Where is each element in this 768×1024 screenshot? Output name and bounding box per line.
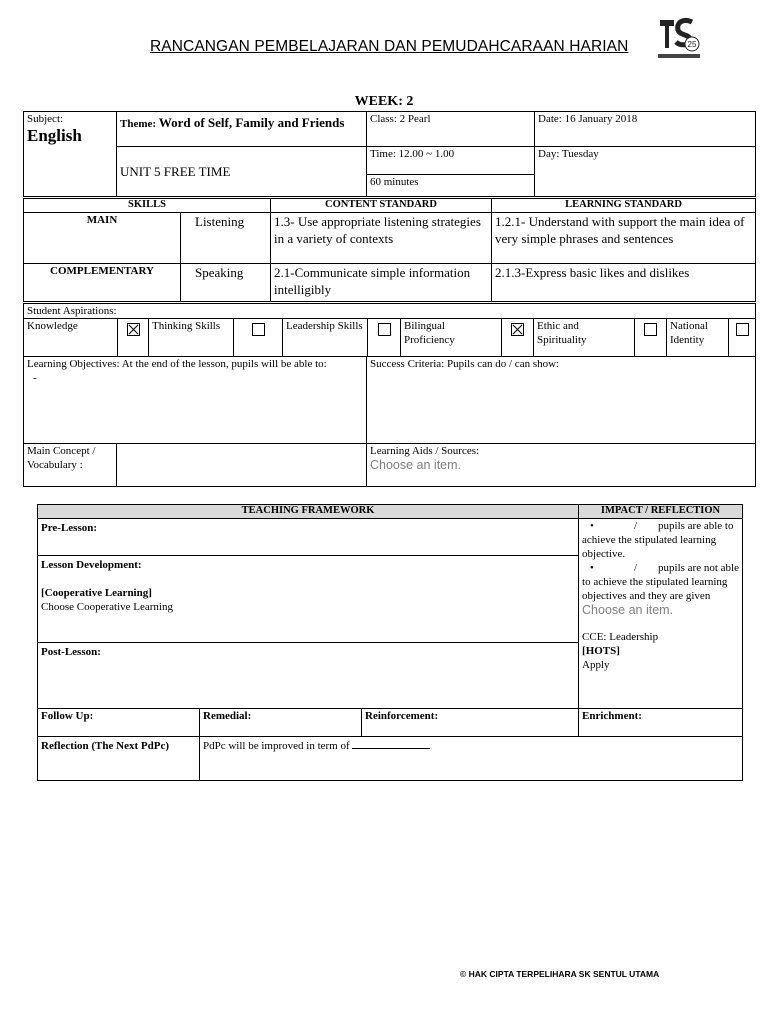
class-cell: Class: 2 Pearl	[367, 112, 535, 147]
theme-value: Word of Self, Family and Friends	[158, 115, 345, 130]
standards-table	[23, 198, 756, 302]
document-title: RANCANGAN PEMBELAJARAN DAN PEMUDAHCARAAN HARIAN	[150, 38, 629, 55]
hots-value: Apply	[582, 659, 610, 671]
aspirations-table	[23, 303, 756, 357]
learning-standard-header: LEARNING STANDARD	[492, 199, 756, 213]
time-cell: Time: 12.00 ~ 1.00	[367, 147, 535, 175]
aspiration-ethic-cell	[635, 319, 667, 357]
skill-main: Listening	[181, 213, 271, 264]
learning-aids-dropdown[interactable]: Choose an item.	[370, 458, 462, 472]
lesson-development-label: Lesson Development:	[41, 559, 142, 571]
main-concept-label: Main Concept / Vocabulary :	[24, 444, 117, 487]
reflection-label: Reflection (The Next PdPc)	[38, 737, 200, 781]
date-cell: Date: 16 January 2018	[535, 112, 756, 147]
unit-cell	[117, 147, 367, 197]
learning-objectives-cell	[24, 357, 367, 444]
impact-achieved: • / pupils are able to achieve the stipulated learning objective.	[582, 520, 734, 560]
cooperative-learning-dropdown[interactable]: Choose Cooperative Learning	[41, 601, 173, 613]
theme-cell	[117, 112, 367, 147]
learning-aids-cell	[367, 444, 756, 487]
aspiration-bilingual-cell	[502, 319, 534, 357]
aspiration-thinking-label: Thinking Skills	[149, 319, 234, 357]
day-cell: Day: Tuesday	[535, 147, 756, 197]
aspiration-leadership-label: Leadership Skills	[283, 319, 368, 357]
skills-header: SKILLS	[24, 199, 271, 213]
content-standard-complementary: 2.1-Communicate simple information intelligibly	[271, 264, 492, 302]
reflection-blank-line[interactable]	[352, 739, 430, 749]
reinforcement-cell: Reinforcement:	[362, 709, 579, 737]
aspiration-ethic-label: Ethic and Spirituality	[534, 319, 635, 357]
aspiration-national-cell	[729, 319, 756, 357]
reflection-cell	[200, 737, 743, 781]
learning-aids-label: Learning Aids / Sources:	[370, 445, 480, 457]
unit-value: UNIT 5 FREE TIME	[120, 164, 231, 179]
bilingual-proficiency-checkbox[interactable]	[511, 323, 524, 336]
remedial-cell: Remedial:	[200, 709, 362, 737]
aspiration-knowledge-cell	[118, 319, 149, 357]
copyright-footer: © HAK CIPTA TERPELIHARA SK SENTUL UTAMA	[460, 969, 660, 979]
hots-label: [HOTS]	[582, 645, 620, 657]
lesson-info-table	[23, 111, 756, 197]
subject-cell	[24, 112, 117, 197]
impact-reflection-cell	[579, 519, 743, 709]
week-label: WEEK: 2	[354, 94, 414, 109]
pre-lesson-cell: Pre-Lesson:	[38, 519, 579, 556]
leadership-skills-checkbox[interactable]	[378, 323, 391, 336]
aspiration-thinking-cell	[234, 319, 283, 357]
skill-type-complementary: COMPLEMENTARY	[24, 264, 181, 302]
learning-objectives-label: Learning Objectives: At the end of the lesson, pupils will be able to:	[27, 358, 327, 370]
main-concept-value[interactable]	[117, 444, 367, 487]
objectives-table	[23, 356, 756, 487]
ethic-spirituality-checkbox[interactable]	[644, 323, 657, 336]
school-logo	[656, 14, 702, 60]
svg-text:25: 25	[687, 40, 697, 49]
learning-standard-main: 1.2.1- Understand with support the main idea of very simple phrases and sentences	[492, 213, 756, 264]
skill-complementary: Speaking	[181, 264, 271, 302]
content-standard-header: CONTENT STANDARD	[271, 199, 492, 213]
duration-cell: 60 minutes	[367, 175, 535, 197]
subject-value: English	[27, 126, 82, 145]
cooperative-learning-label: [Cooperative Learning]	[41, 587, 152, 599]
aspiration-national-label: National Identity	[667, 319, 729, 357]
national-identity-checkbox[interactable]	[736, 323, 749, 336]
cce-value: CCE: Leadership	[582, 631, 659, 643]
enrichment-cell: Enrichment:	[579, 709, 743, 737]
impact-not-achieved: • / pupils are not able to achieve the stipulated learning objectives and they are given Choose an item.	[582, 562, 739, 617]
content-standard-main: 1.3- Use appropriate listening strategies in a variety of contexts	[271, 213, 492, 264]
theme-label: Theme:	[120, 118, 157, 130]
aspirations-label: Student Aspirations:	[24, 304, 756, 319]
follow-up-cell: Follow Up:	[38, 709, 200, 737]
teaching-framework-header: TEACHING FRAMEWORK	[38, 505, 579, 519]
post-lesson-cell: Post-Lesson:	[38, 643, 579, 709]
learning-standard-complementary: 2.1.3-Express basic likes and dislikes	[492, 264, 756, 302]
aspiration-bilingual-label: Bilingual Proficiency	[401, 319, 502, 357]
success-criteria-cell: Success Criteria: Pupils can do / can show:	[367, 357, 756, 444]
aspiration-leadership-cell	[368, 319, 401, 357]
reflection-text: PdPc will be improved in term of	[203, 740, 350, 752]
thinking-skills-checkbox[interactable]	[252, 323, 265, 336]
knowledge-checkbox[interactable]	[127, 323, 140, 336]
learning-objectives-bullet: -	[33, 372, 37, 384]
subject-label: Subject:	[27, 113, 64, 125]
aspiration-knowledge-label: Knowledge	[24, 319, 118, 357]
impact-choose-dropdown[interactable]: Choose an item.	[582, 603, 674, 617]
impact-reflection-header: IMPACT / REFLECTION	[579, 505, 743, 519]
skill-type-main: MAIN	[24, 213, 181, 264]
teaching-framework-table	[37, 504, 743, 781]
lesson-development-cell	[38, 556, 579, 643]
